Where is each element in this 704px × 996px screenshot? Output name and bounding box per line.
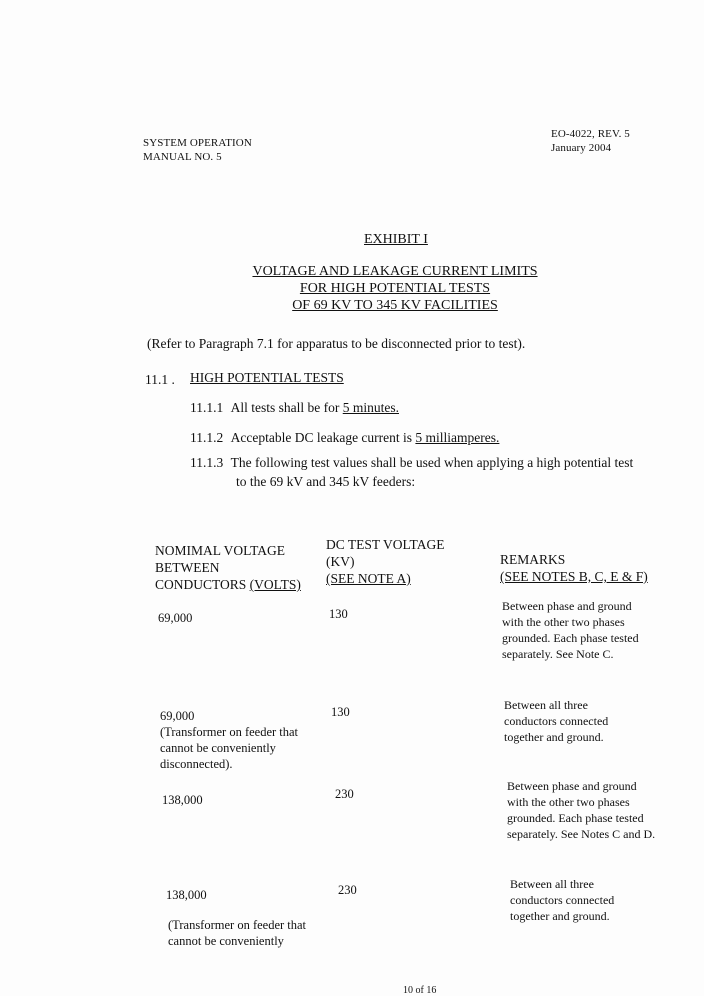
col-header-voltage-line3: CONDUCTORS [155, 577, 250, 592]
item-11-1-2 [190, 430, 499, 446]
refer-note: (Refer to Paragraph 7.1 for apparatus to be disconnected prior to test). [147, 336, 526, 351]
col-header-dc-line2: (KV) [326, 554, 355, 569]
item-11-1-3 [190, 455, 633, 471]
item-11-1-3-cont: to the 69 kV and 345 kV feeders: [236, 474, 416, 489]
item-text: Acceptable DC leakage current is [230, 430, 416, 445]
table-row-remarks: Between all three conductors connected together and ground. [510, 877, 615, 923]
col-header-voltage-line2: BETWEEN [155, 560, 220, 575]
header-left-line1: SYSTEM OPERATION [143, 137, 252, 149]
section-number: 11.1 . [145, 372, 175, 387]
header-right-line2: January 2004 [551, 142, 612, 154]
item-number: 11.1.2 [190, 430, 224, 445]
table-row-dc: 230 [338, 883, 357, 897]
item-text: All tests shall be for [230, 400, 343, 415]
section-title: HIGH POTENTIAL TESTS [190, 370, 344, 385]
item-emph: 5 minutes. [342, 400, 399, 415]
item-number: 11.1.3 [190, 455, 224, 470]
table-row-voltage: 69,000 [160, 709, 195, 723]
col-header-dc-line3: (SEE NOTE A) [326, 571, 411, 586]
col-header-remarks-line1: REMARKS [500, 552, 566, 567]
table-row-voltage: 138,000 [166, 888, 207, 902]
header-right-line1: EO-4022, REV. 5 [551, 128, 630, 140]
table-row-dc: 130 [329, 607, 348, 621]
table-row-voltage: 69,000 [158, 611, 193, 625]
table-row-remarks: Between phase and ground with the other two phases grounded. Each phase tested separately. See Notes C and D. [507, 779, 656, 841]
item-emph: 5 milliamperes. [415, 430, 500, 445]
exhibit-label: EXHIBIT I [364, 232, 428, 247]
col-header-remarks [500, 551, 648, 585]
table-row-voltage-note: (Transformer on feeder that cannot be conveniently [168, 918, 307, 948]
col-header-remarks-line2: (SEE NOTES B, C, E & F) [500, 569, 648, 584]
col-header-voltage [155, 542, 301, 593]
table-row-remarks: Between phase and ground with the other two phases grounded. Each phase tested separately. See Note C. [502, 599, 639, 661]
table-row-dc: 230 [335, 787, 354, 801]
exhibit-title-line2: FOR HIGH POTENTIAL TESTS [299, 281, 491, 296]
header-left-line2: MANUAL NO. 5 [143, 151, 222, 163]
item-11-1-1 [190, 400, 399, 416]
table-row-voltage-note: (Transformer on feeder that cannot be conveniently disconnected). [160, 725, 299, 771]
item-number: 11.1.1 [190, 400, 224, 415]
page-number: 10 of 16 [403, 985, 437, 996]
exhibit-title-line3: OF 69 KV TO 345 KV FACILITIES [292, 298, 498, 313]
col-header-dc [326, 536, 444, 587]
table-row-voltage: 138,000 [162, 793, 203, 807]
table-row-remarks: Between all three conductors connected together and ground. [504, 698, 609, 744]
table-row-dc: 130 [331, 705, 350, 719]
col-header-dc-line1: DC TEST VOLTAGE [326, 537, 445, 552]
header-right [551, 127, 630, 155]
item-text: The following test values shall be used when applying a high potential test [230, 455, 634, 470]
header-left [143, 136, 252, 164]
col-header-voltage-line1: NOMIMAL VOLTAGE [155, 543, 286, 558]
col-header-voltage-unit: (VOLTS) [249, 577, 301, 592]
exhibit-title-line1: VOLTAGE AND LEAKAGE CURRENT LIMITS [252, 264, 538, 279]
